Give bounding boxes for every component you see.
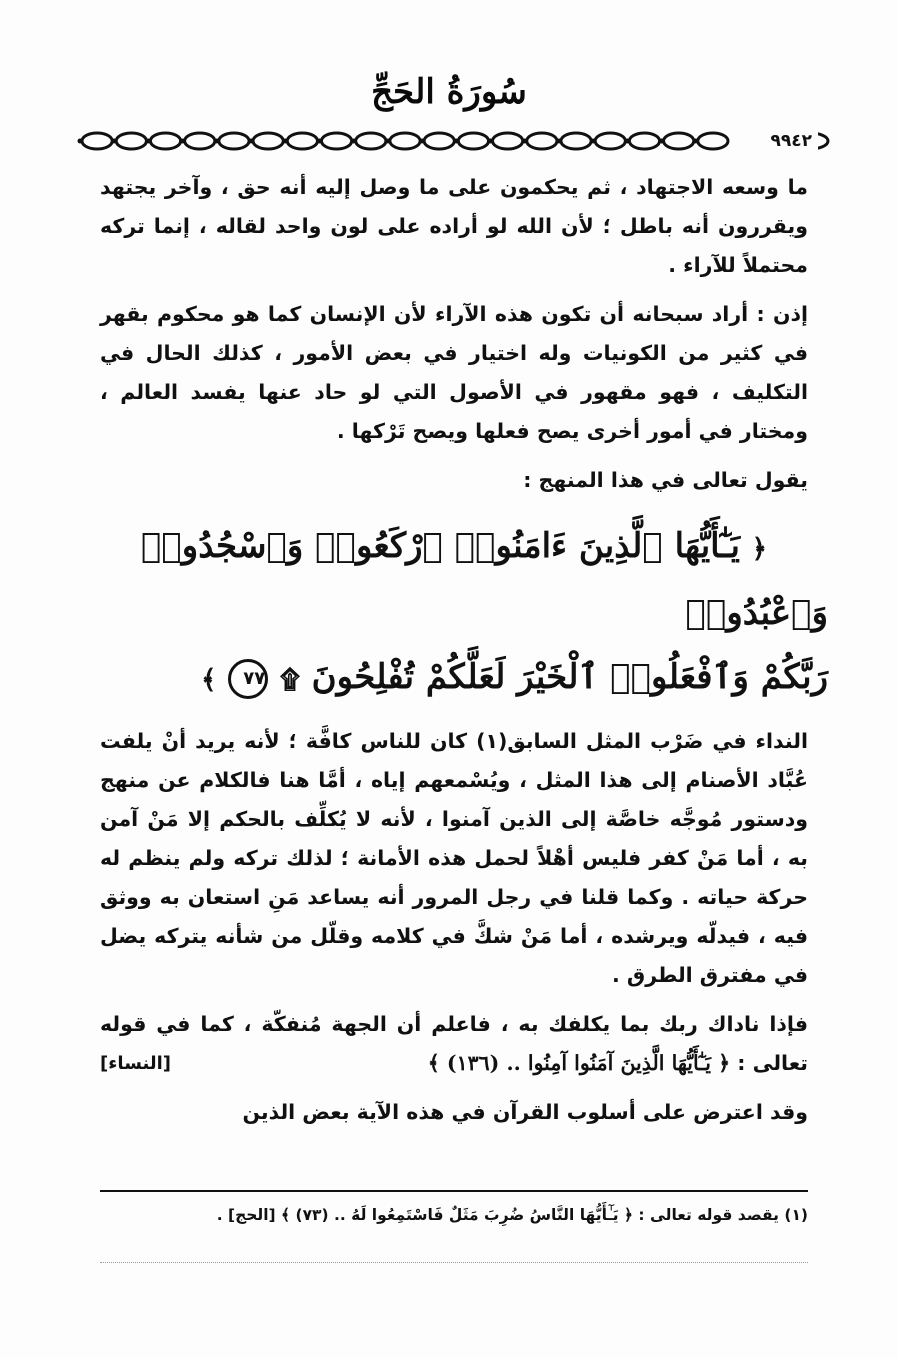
verse-number: ٧٧ — [228, 659, 268, 699]
chain-dot — [283, 139, 288, 144]
chain-link — [116, 133, 146, 149]
paragraph-2: إذن : أراد سبحانه أن تكون هذه الآراء لأن الإنسان كما هو محكوم بقهر في كثير من الكونيات وله اختيار في بعض الأمور ، كذلك الحال في التكليف ، فهو مقهور في الأصول التي لو حاد عنها يفسد العالم ، ومختار في أمور أخرى يصح فعلها ويصح تَرْكها . — [100, 302, 808, 443]
chain-dot — [317, 139, 322, 144]
verse-text-line-2: رَبَّكُمْ وَٱفْعَلُوا۟ ٱلْخَيْرَ لَعَلَّكُمْ تُفْلِحُونَ — [311, 657, 828, 697]
chain-link — [424, 133, 454, 149]
paragraph-1: ما وسعه الاجتهاد ، ثم يحكمون على ما وصل إليه أنه حق ، وآخر يجتهد ويقررون أنه باطل ؛ لأن الله لو أراده على لون واحد لقاله ، إنما تركه محتملاً للآراء . — [100, 175, 808, 277]
surah-source-tag: [النساء] — [100, 1053, 172, 1074]
surah-title: سُورَةُ الحَجِّ — [371, 72, 527, 112]
chain-dot — [522, 139, 527, 144]
ornamental-header-band — [74, 128, 832, 154]
chain-dot — [78, 139, 83, 144]
chain-link — [150, 133, 180, 149]
chain-dot — [351, 139, 356, 144]
chain-link — [82, 133, 112, 149]
chain-dot — [249, 139, 254, 144]
chain-dot — [420, 139, 425, 144]
chain-link — [390, 133, 420, 149]
paragraph-6: وقد اعترض على أسلوب القرآن في هذه الآية بعض الذين — [242, 1100, 808, 1124]
footnote-divider — [100, 1190, 808, 1192]
verse-line-2 — [80, 645, 828, 712]
body-text — [100, 168, 828, 1142]
chain-dot — [693, 139, 698, 144]
chain-link — [629, 133, 659, 149]
inline-verse-quote: ﴿ يَـٰٓأَيُّهَا الَّذِينَ آمَنُوا آمِنُوا .. (١٣٦) ﴾ — [427, 1051, 731, 1075]
verse-open-bracket: ﴿ — [751, 534, 768, 564]
chain-link — [253, 133, 283, 149]
chain-link — [561, 133, 591, 149]
chain-dot — [591, 139, 596, 144]
sajda-mark-icon: ۩ — [280, 665, 300, 695]
chain-dot — [146, 139, 151, 144]
ornament-chain-icon — [74, 128, 832, 154]
chain-dot — [214, 139, 219, 144]
bottom-divider — [100, 1262, 808, 1263]
paragraph-3: يقول تعالى في هذا المنهج : — [523, 468, 808, 492]
chain-dot — [488, 139, 493, 144]
footnote: (١) يقصد قوله تعالى : ﴿ يَـٰٓأَيُّهَا النَّاسُ ضُرِبَ مَثَلٌ فَاسْتَمِعُوا لَهُ .. (٧٣) ﴾ [الحج] . — [216, 1206, 808, 1224]
chain-link — [321, 133, 351, 149]
chain-link — [458, 133, 488, 149]
verse-line-1 — [80, 514, 828, 645]
chain-link — [595, 133, 625, 149]
verse-text-line-1: يَـٰٓأَيُّهَا ٱلَّذِينَ ءَامَنُوا۟ ٱرْكَعُوا۟ وَٱسْجُدُوا۟ وَٱعْبُدُوا۟ — [140, 526, 828, 633]
paragraph-5 — [100, 1005, 808, 1083]
chain-link — [527, 133, 557, 149]
chain-dot — [625, 139, 630, 144]
chain-link — [698, 133, 728, 149]
chain-dot — [556, 139, 561, 144]
paragraph-4: النداء في ضَرْب المثل السابق(١) كان للناس كافَّة ؛ لأنه يريد أنْ يلفت عُبَّاد الأصنام إلى هذا المثل ، ويُسْمعهم إياه ، أمَّا هنا فالكلام عن منهج ودستور مُوجَّه خاصَّة إلى الذين آمنوا ، لأنه لا يُكلِّف بالحكم إلا مَنْ آمن به ، أما مَنْ كفر فليس أهْلاً لحمل هذه الأمانة ؛ لذلك تركه ولم ينظم له حركة حياته . وكما قلنا في رجل المرور أنه يساعد مَنِ استعان به ووثق فيه ، فيدلّه ويرشده ، أما مَنْ شكَّ في كلامه وقلّل من شأنه يتركه يضل في مفترق الطرق . — [100, 729, 808, 987]
paragraph-5-text: فإذا ناداك ربك بما يكلفك به ، فاعلم أن الجهة مُنفكّة ، كما في قوله تعالى : — [100, 1012, 808, 1075]
chain-dot — [112, 139, 117, 144]
quran-verse — [80, 514, 828, 712]
chain-link — [287, 133, 317, 149]
page-number: ٩٩٤٢ — [764, 128, 818, 154]
chain-link — [664, 133, 694, 149]
chain-dot — [180, 139, 185, 144]
chain-dot — [659, 139, 664, 144]
chain-link — [219, 133, 249, 149]
verse-close-bracket: ﴾ — [201, 665, 217, 695]
chain-link — [493, 133, 523, 149]
chain-dot — [454, 139, 459, 144]
chain-link — [356, 133, 386, 149]
chain-dot — [385, 139, 390, 144]
chain-link — [185, 133, 215, 149]
